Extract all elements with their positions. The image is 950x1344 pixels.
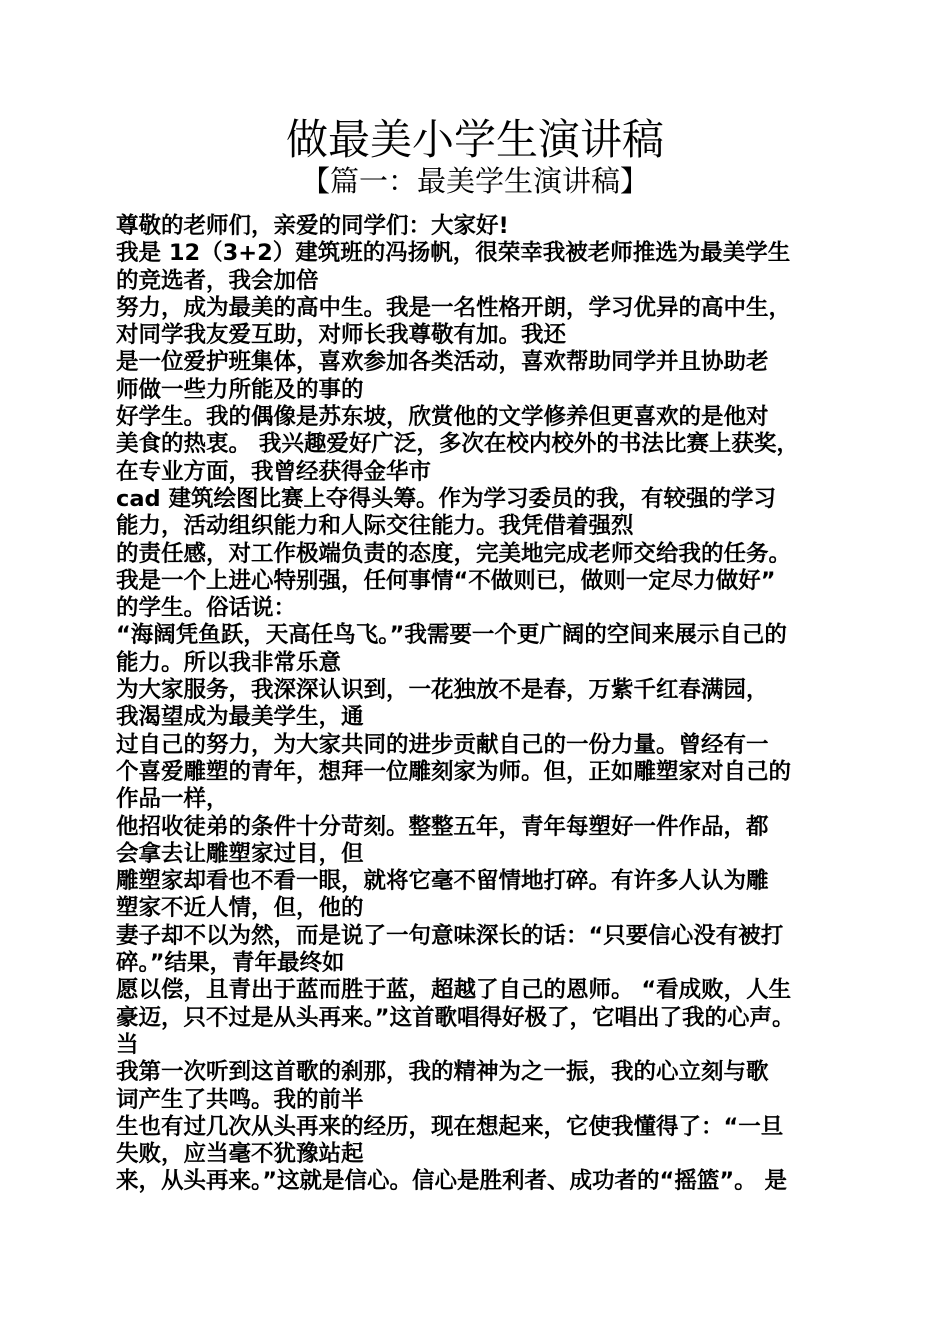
body-line: 能力。所以我非常乐意 xyxy=(116,649,342,676)
body-line: 豪迈，只不过是从头再来。”这首歌唱得好极了，它唱出了我的心声。 xyxy=(116,1004,795,1031)
body-line: 尊敬的老师们，亲爱的同学们：大家好! xyxy=(116,213,509,239)
body-line: 生也有过几次从头再来的经历，现在想起来，它使我懂得了：“一旦 xyxy=(116,1113,784,1140)
body-line: 的学生。俗话说： xyxy=(116,595,297,622)
body-line: 作品一样， xyxy=(116,786,229,813)
body-line: 的责任感，对工作极端负责的态度，完美地完成老师交给我的任务。 xyxy=(116,540,792,567)
body-line: 我第一次听到这首歌的刹那，我的精神为之一振，我的心立刻与歌 xyxy=(116,1059,769,1086)
body-line: 美食的热衷。 我兴趣爱好广泛，多次在校内校外的书法比赛上获奖， xyxy=(116,431,799,458)
body-line: 好学生。我的偶像是苏东坡，欣赏他的文学修养但更喜欢的是他对 xyxy=(116,404,769,431)
body-line: 我是 12（3+2）建筑班的冯扬帆，很荣幸我被老师推选为最美学生 xyxy=(116,240,791,267)
document-body xyxy=(116,213,836,1196)
body-line: 塑家不近人情，但，他的 xyxy=(116,895,364,922)
body-line: cad 建筑绘图比赛上夺得头筹。作为学习委员的我，有较强的学习 xyxy=(116,485,776,512)
body-line: 能力，活动组织能力和人际交往能力。我凭借着强烈 xyxy=(116,513,634,540)
body-line: 对同学我友爱互助，对师长我尊敬有加。我还 xyxy=(116,322,567,349)
body-line: 的竞选者，我会加倍 xyxy=(116,267,319,294)
body-line: 过自己的努力，为大家共同的进步贡献自己的一份力量。曾经有一 xyxy=(116,731,769,758)
body-line: 师做一些力所能及的事的 xyxy=(116,376,364,403)
body-line: 雕塑家却看也不看一眼，就将它毫不留情地打碎。有许多人认为雕 xyxy=(116,868,769,895)
body-line: 当 xyxy=(116,1031,139,1058)
body-line: 会拿去让雕塑家过目，但 xyxy=(116,840,364,867)
body-line: 为大家服务，我深深认识到，一花独放不是春，万紫千红春满园， xyxy=(116,677,769,704)
document-title: 做最美小学生演讲稿 xyxy=(285,115,664,164)
body-line: 词产生了共鸣。我的前半 xyxy=(116,1086,364,1113)
body-line: 来，从头再来。”这就是信心。信心是胜利者、成功者的“摇篮”。 是 xyxy=(116,1168,787,1195)
body-line: 愿以偿，且青出于蓝而胜于蓝，超越了自己的恩师。 “看成败，人生 xyxy=(116,977,792,1004)
body-line: 个喜爱雕塑的青年，想拜一位雕刻家为师。但，正如雕塑家对自己的 xyxy=(116,758,792,785)
body-line: 我是一个上进心特别强，任何事情“不做则已，做则一定尽力做好” xyxy=(116,567,776,594)
body-line: “海阔凭鱼跃，天高任鸟飞。”我需要一个更广阔的空间来展示自己的 xyxy=(116,622,787,649)
body-line: 在专业方面，我曾经获得金华市 xyxy=(116,458,432,485)
body-line: 碎。”结果，青年最终如 xyxy=(116,950,345,977)
body-line: 努力，成为最美的高中生。我是一名性格开朗，学习优异的高中生， xyxy=(116,294,792,321)
document-subtitle: 【篇一：最美学生演讲稿】 xyxy=(300,164,649,198)
body-line: 他招收徒弟的条件十分苛刻。整整五年，青年每塑好一件作品，都 xyxy=(116,813,769,840)
body-line: 妻子却不以为然，而是说了一句意味深长的话：“只要信心没有被打 xyxy=(116,922,784,949)
body-line: 我渴望成为最美学生，通 xyxy=(116,704,364,731)
body-line: 失败，应当毫不犹豫站起 xyxy=(116,1141,364,1168)
body-line: 是一位爱护班集体，喜欢参加各类活动，喜欢帮助同学并且协助老 xyxy=(116,349,769,376)
